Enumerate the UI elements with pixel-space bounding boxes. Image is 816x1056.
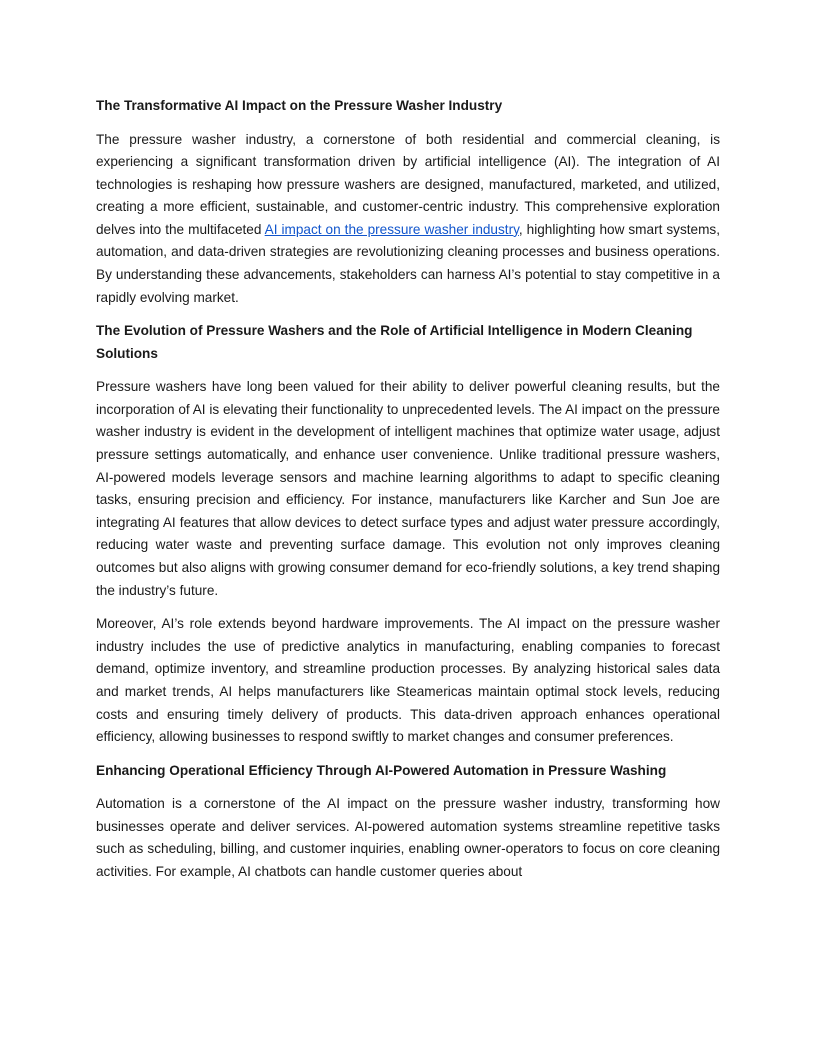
pressure-washer-industry-link[interactable]: AI impact on the pressure washer industry: [264, 221, 519, 237]
intro-text-before-link: The pressure washer industry, a cornerstone of both residential and commercial cleaning, is experiencing a significant transformation driven by artificial intelligence (AI). The integration of AI technologies is reshaping how pressure washers are designed, manufactured, marketed, and utilized, creating a more efficient, sustainable, and customer-centric industry. This comprehensive exploration delves into the multifaceted: [96, 131, 720, 237]
intro-text-after-link: , highlighting how smart systems, automation, and data-driven strategies are revolutionizing cleaning processes and business operations. By understanding these advancements, stakeholders can harness AI’s potential to stay competitive in a rapidly evolving market.: [96, 221, 721, 305]
document-page: [96, 95, 720, 895]
document-title: The Transformative AI Impact on the Pressure Washer Industry: [96, 98, 503, 113]
automation-paragraph-1: Automation is a cornerstone of the AI impact on the pressure washer industry, transforming how businesses operate and deliver services. AI-powered automation systems streamline repetitive tasks such as scheduling, billing, and customer inquiries, enabling owner-operators to focus on core cleaning activities. For example, AI chatbots can handle customer queries about: [96, 796, 720, 880]
section-heading-evolution: The Evolution of Pressure Washers and the Role of Artificial Intelligence in Modern Cleaning Solutions: [96, 323, 693, 361]
evolution-paragraph-2: Moreover, AI’s role extends beyond hardware improvements. The AI impact on the pressure washer industry includes the use of predictive analytics in manufacturing, enabling companies to forecast demand, optimize inventory, and streamline production processes. By analyzing historical sales data and market trends, AI helps manufacturers like Steamericas maintain optimal stock levels, reducing costs and ensuring timely delivery of products. This data-driven approach enhances operational efficiency, allowing businesses to respond swiftly to market changes and consumer preferences.: [96, 616, 720, 745]
evolution-paragraph-1: Pressure washers have long been valued for their ability to deliver powerful cleaning results, but the incorporation of AI is elevating their functionality to unprecedented levels. The AI impact on the pressure washer industry is evident in the development of intelligent machines that optimize water usage, adjust pressure settings automatically, and enhance user convenience. Unlike traditional pressure washers, AI-powered models leverage sensors and machine learning algorithms to adapt to specific cleaning tasks, ensuring precision and efficiency. For instance, manufacturers like Karcher and Sun Joe are integrating AI features that allow devices to detect surface types and adjust water pressure accordingly, reducing water waste and preventing surface damage. This evolution not only improves cleaning outcomes but also aligns with growing consumer demand for eco-friendly solutions, a key trend shaping the industry’s future.: [96, 379, 720, 598]
section-heading-automation: Enhancing Operational Efficiency Through AI-Powered Automation in Pressure Washing: [96, 762, 667, 778]
intro-paragraph: [96, 129, 720, 310]
